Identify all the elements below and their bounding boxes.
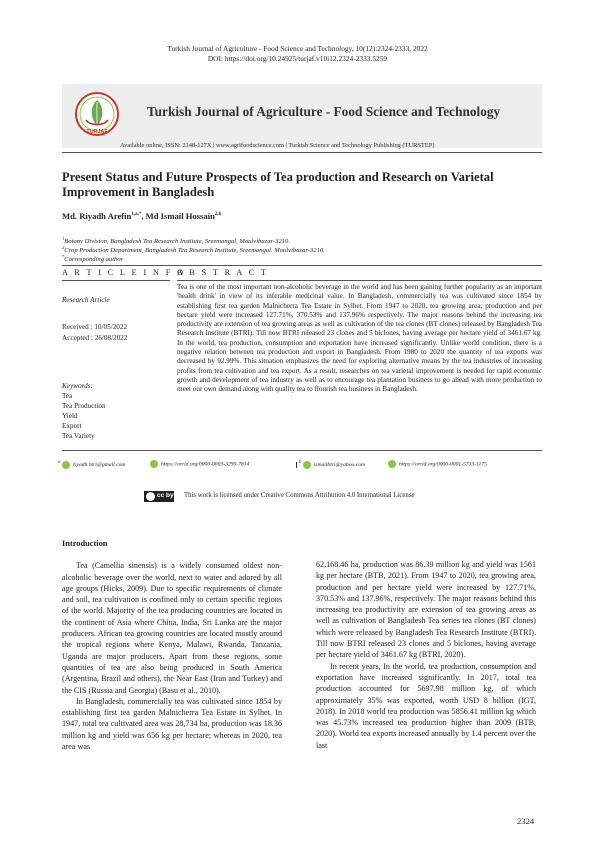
keyword-item: Yield: [62, 412, 78, 420]
contact-b: $^b$ ismailbtri@yahoo.com: [296, 460, 365, 469]
body-paragraph: 62,168.46 ha, production was 86.39 million kg and yield was 1561 kg per hectare (BTB, 2021). From 1947 to 2020, tea growing area, production and per hectare yield were increased by 127.71%, 370.53% and 137.96%, respectively. The major reasons behind this increasing tea productivity are extension of tea growing areas as well as cultivation of Bangladesh Tea series tea clones (BT clones) which were released by Bangladesh Tea Research Institute (BTRI). Till now BTRI released 23 clones and 5 biclones, having average per hectare yield of 3461.67 kg (BTRI, 2020).: [316, 560, 536, 660]
orcid-icon: [150, 460, 158, 468]
accepted-date: Accepted : 26/08/2022: [62, 334, 128, 342]
received-date: Received : 10/05/2022: [62, 323, 128, 331]
body-paragraph: In recent years, In the world, tea production, consumption and exportation have increased significantly. In 2017, total tea production accounted for 5697.98 million kg, of which approximately 35% was exported, worth USD 8 billion (IGT, 2018). In 2018 world tea production was 5856.41 million kg which was 45.73% increased tea production higher than 2009 (BTB, 2020). World tea exports increased annually by 1.4 percent over the last: [316, 661, 536, 750]
body-paragraph: Tea (Camellia sinensis) is a widely consumed oldest non-alcoholic beverage over the world, next to water and adored by all age groups (Hicks, 2009). Due to specific requirements of climate and soil, tea cultivation is confined only to certain specific regions of the world. Majority of the tea producing countries are located in the continent of Asia where China, India, Sri Lanka are the major producers. African tea growing countries are located mostly around the tropical regions where Kenya, Malawi, Rwanda, Tanzania, Uganda are major producers. Apart from these regions, some quantities of tea are also being produced in South America (Argentina, Brazil and others), the Near East (Iran and Turkey) and the CIS (Russia and Georgia) (Basu et al., 2010).: [62, 561, 282, 695]
orcid-a: https://orcid.org/0000-0003-3290-7814: [150, 460, 249, 468]
abstract-bottom-rule: [62, 450, 542, 451]
availability-line[interactable]: Available online, ISSN: 2148-127X | www.agrifoodscience.com | Turkish Science and Technology Publishing (TURSTEP): [120, 142, 435, 149]
abstract-text: Tea is one of the most important non-alcoholic beverage in the world and has been gaining further popularity as an important 'health drink' in view of its inferable medicinal value. In Bangladesh, commercially tea was cultivated since 1854 by establishing first tea garden Malnicherra Tea Estate in Sylhet. From 1947 to 2020, tea growing area, production and per hectare yield were increased 127.71%, 370.53% and 137.96% respectively. The major reasons behind the increasing tea productivity are extension of tea growing areas as well as cultivation of the tea clones (BT clones) released by Bangladesh Tea Research Institute (BTRI). Till now BTRI released 23 clones and 5 biclones, having average per hectare yield of 3461.67 kg. In the world, tea production, consumption and exportation have increased significantly. Unlike world condition, there is a negative relation between tea production and export in Bangladesh. From 1980 to 2020 the quantity of tea exports was decreased by 92.99%. This situation emphasizes the need for exploring alternative means by the tea industries of increasing profits from tea cultivation and tea export. As a result, researches on tea varietal improvement is needed for rapid economic growth and development of tea industry as well as to encourage tea plantation business to go ahead with more production to meet our own demand along with quality tea to flourish tea business in Bangladesh.: [177, 283, 542, 394]
keyword-item: Tea Production: [62, 402, 106, 410]
info-top-rule: [62, 265, 542, 266]
keyword-item: Export: [62, 422, 82, 430]
cc-badge-text: cc by: [157, 492, 174, 499]
author-separator: ,: [141, 211, 146, 221]
article-type: Research Article: [62, 296, 110, 304]
section-heading: Introduction: [62, 539, 108, 548]
header-rule: [62, 152, 542, 153]
orcid-b: https://orcid.org/0000-0001-5733-1175: [388, 460, 487, 468]
author-1: Md. Riyadh Arefin: [62, 211, 132, 221]
paper-title: Present Status and Future Prospects of Tea production and Research on Varietal Improvement in Bangladesh: [62, 170, 494, 199]
email-icon: [303, 461, 311, 469]
doi-line[interactable]: DOI: https://doi.org/10.24925/turjaf.v10i12.2324-2333.5259: [207, 54, 388, 63]
journal-citation-line: Turkish Journal of Agriculture - Food Science and Technology, 10(12):2324-2333, 2022: [167, 44, 428, 53]
keywords-label: Keywords:: [62, 382, 93, 390]
body-paragraph: In Bangladesh, commercially tea was cultivated since 1854 by establishing first tea garden Malnicherra Tea Estate in Sylhet. In 1947, total tea cultivated area was 28,734 ha, production was 18.36 million kg and yield was 656 kg per hectare; whereas in 2020, tea area was: [62, 696, 282, 752]
journal-title: Turkish Journal of Agriculture - Food Science and Technology: [147, 104, 501, 119]
keyword-item: Tea Variety: [62, 432, 95, 440]
email-a[interactable]: riyadh.btri@gmail.com: [72, 461, 126, 468]
body-right-column: [316, 559, 536, 751]
corresponding-note: *Corresponding author: [62, 254, 124, 264]
article-info-heading: A R T I C L E I N F O: [62, 268, 186, 277]
license-text: This work is licensed under Creative Commons Attribution 4.0 International License: [184, 492, 415, 499]
journal-logo: [72, 90, 122, 142]
author-1-affil: 1,a,*: [131, 212, 142, 218]
info-rule: [62, 280, 170, 281]
body-left-column: [62, 539, 282, 752]
orcid-icon: [388, 460, 396, 468]
abstract-rule: [177, 280, 542, 281]
keyword-item: Tea: [62, 392, 73, 400]
cc-license-badge[interactable]: [144, 491, 174, 502]
contact-a: $^a$ riyadh.btri@gmail.com: [58, 460, 126, 468]
affiliation-1: $^1$Botany Division, Bangladesh Tea Research Institute, Sreemangal, Moulvibazar-3210.: [62, 236, 290, 246]
affiliation-2: $^2$Crop Production Department, Bangladesh Tea Research Institute, Sreemangal. Moulvibazar-3210.: [62, 245, 325, 255]
email-b[interactable]: ismailbtri@yahoo.com: [313, 461, 366, 468]
page-number: 2324: [517, 816, 535, 826]
email-icon: [62, 461, 70, 469]
abstract-heading: A B S T R A C T: [177, 268, 269, 277]
logo-text: TURJAF: [86, 129, 108, 135]
author-2-affil: 2,b: [214, 212, 222, 218]
author-list: [62, 211, 221, 221]
author-2: Md Ismail Hossain: [145, 211, 215, 221]
